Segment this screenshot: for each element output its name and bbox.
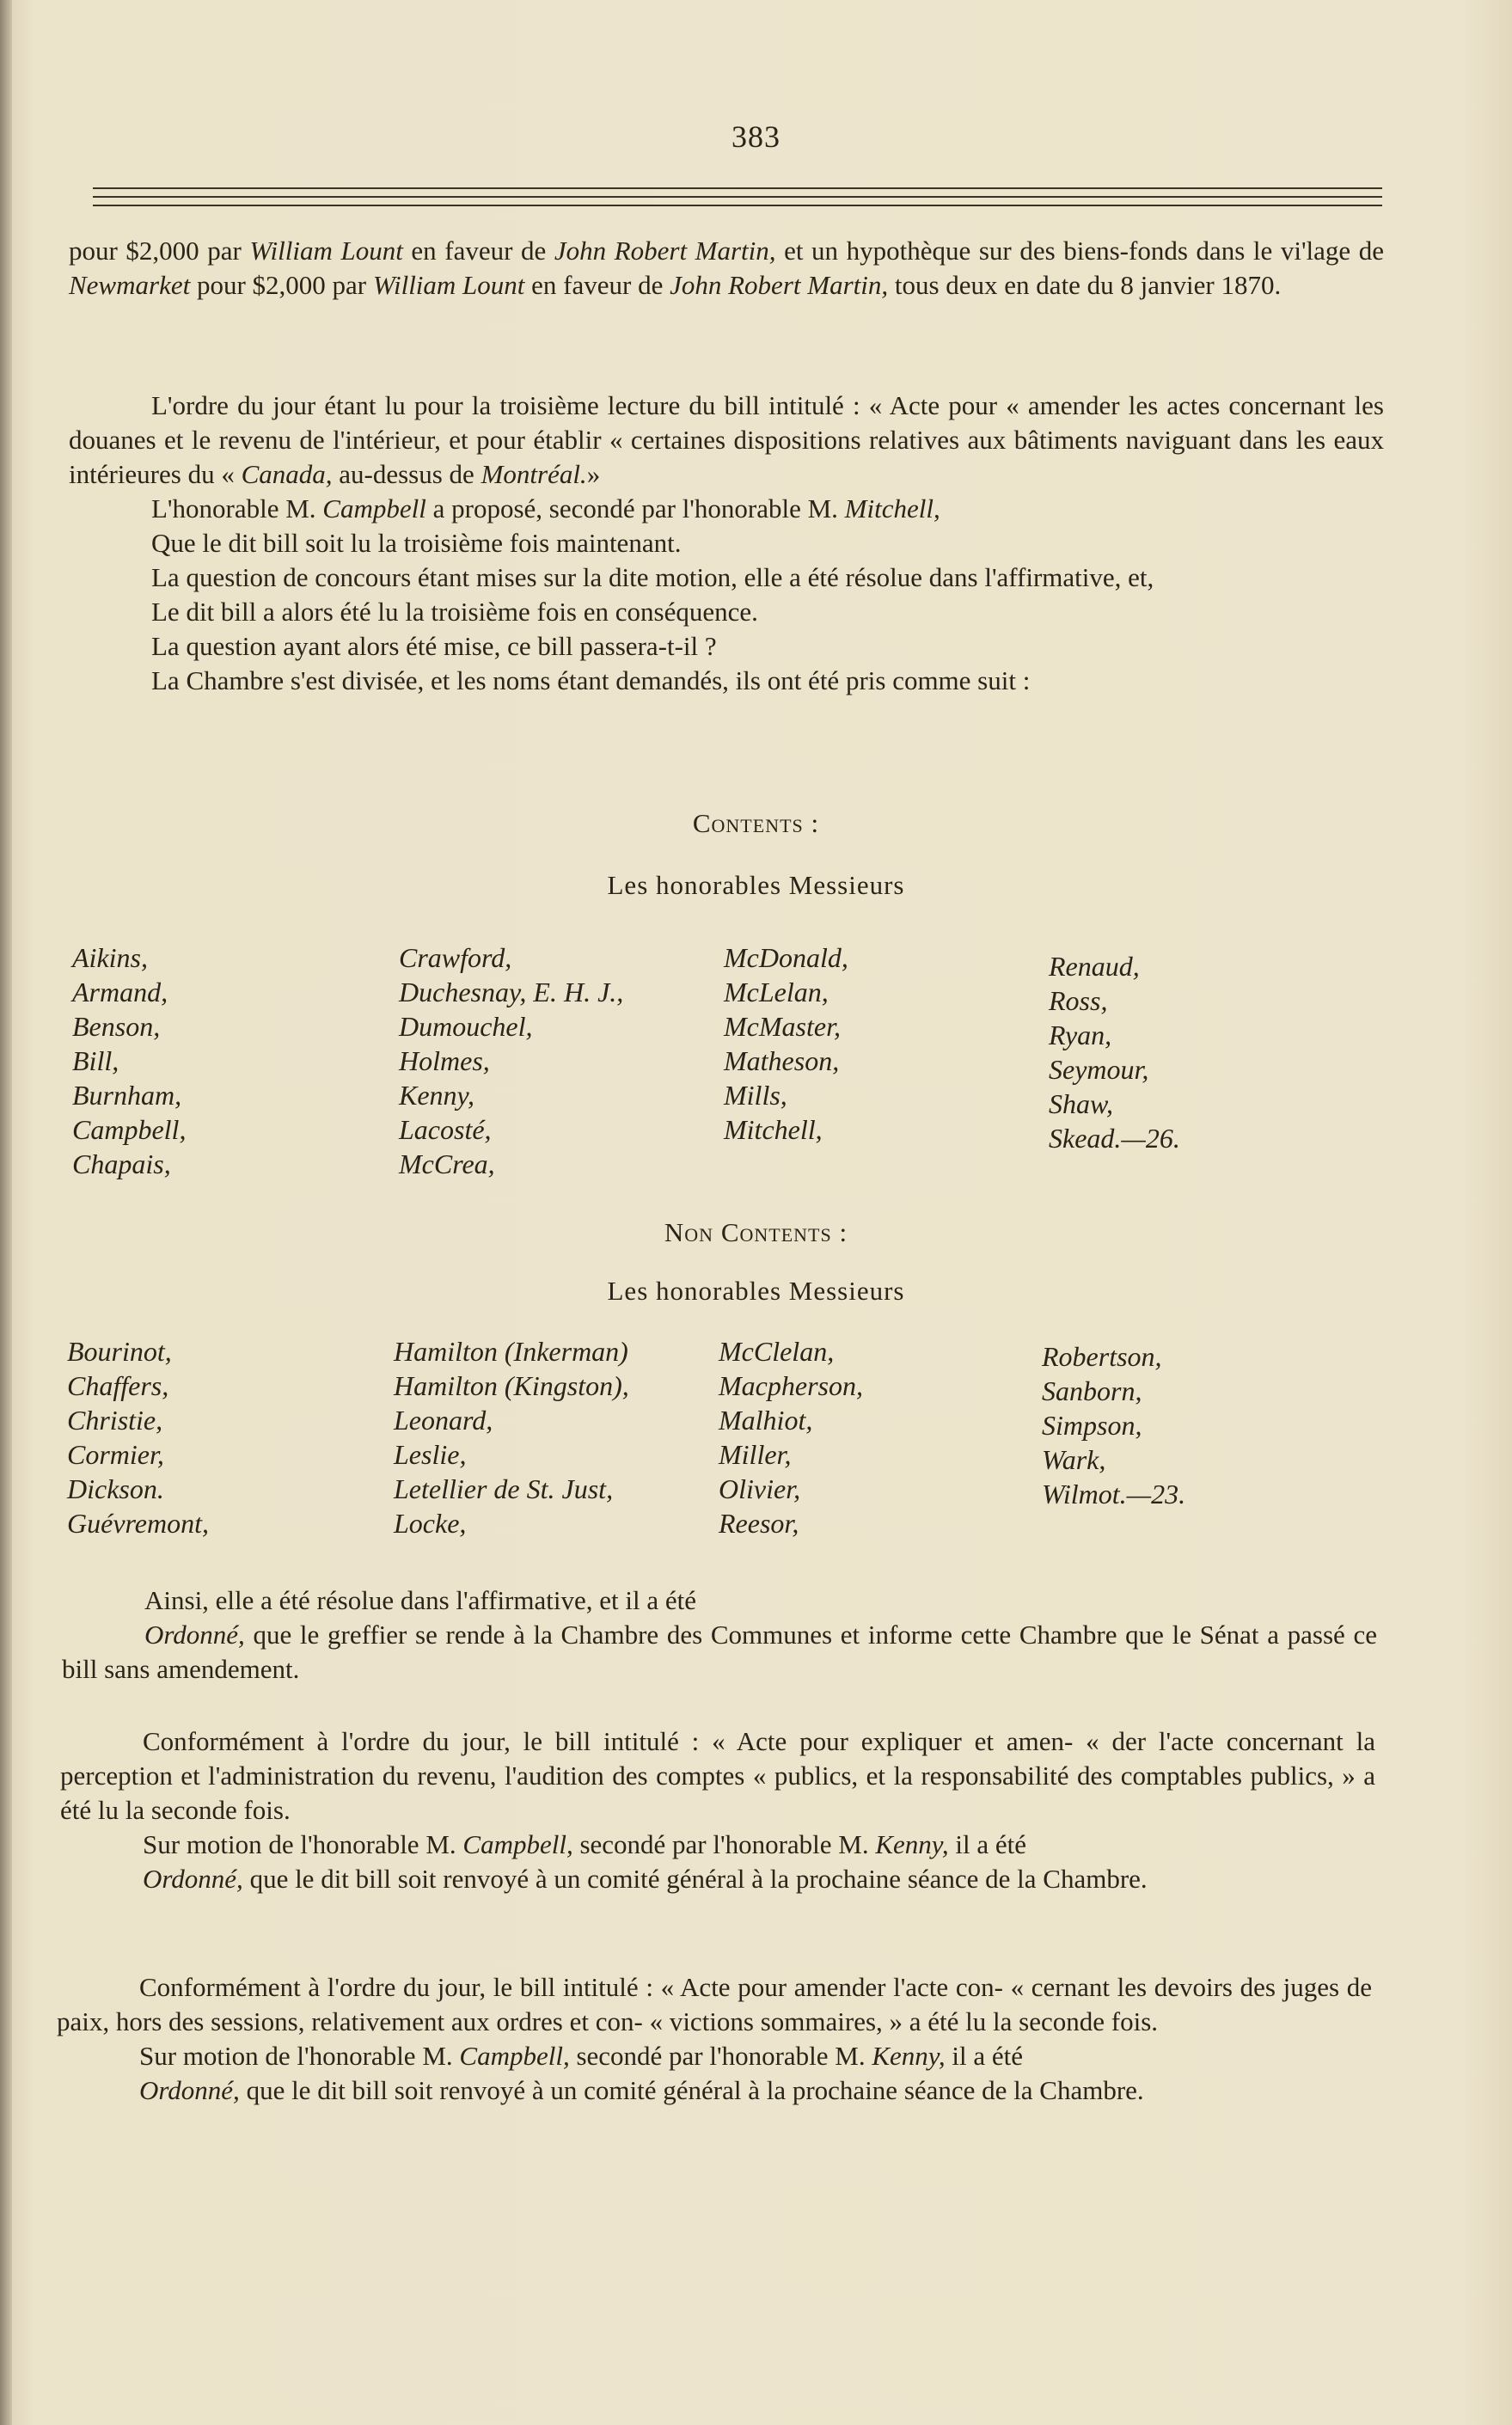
name-entry: Armand, [72, 977, 168, 1007]
name-entry: Chapais, [72, 1148, 171, 1179]
contents-column-3 [724, 940, 848, 1147]
name-entry: Cormier, [67, 1439, 164, 1470]
name-entry: Locke, [394, 1508, 467, 1539]
non-contents-column-2 [394, 1334, 629, 1540]
name-entry: Miller, [719, 1439, 792, 1470]
name-entry: Hamilton (Inkerman) [394, 1336, 628, 1367]
binding-edge [0, 0, 12, 2425]
name-entry: Ross, [1049, 985, 1108, 1016]
name-entry: Campbell, [72, 1114, 187, 1145]
name-entry: Robertson, [1042, 1341, 1162, 1372]
contents-subheading: Les honorables Messieurs [607, 870, 905, 900]
name-entry: Simpson, [1042, 1410, 1142, 1441]
name-entry: Mitchell, [724, 1114, 823, 1145]
contents-column-2 [399, 940, 623, 1181]
name-entry: Kenny, [399, 1080, 474, 1111]
name-entry: Shaw, [1049, 1088, 1113, 1119]
header-rule [93, 187, 1382, 189]
paragraph-second-reading-justices: Conformément à l'ordre du jour, le bill intitulé : « Acte pour amender l'acte con- « cernant les devoirs des juges de paix, hors des sessions, relativement aux ordres et con- « victions sommaires, » a été lu la seconde fois. Sur motion de l'honorable M. Campbell, secondé par l'honorable M. Kenny, il a été Ordonné, que le dit bill soit renvoyé à un comité général à la prochaine séance de la Chambre. [57, 1972, 1372, 2105]
contents-column-1 [72, 940, 186, 1181]
contents-heading: Contents : [692, 808, 820, 838]
name-entry: Dickson. [67, 1473, 164, 1504]
non-contents-column-3 [719, 1334, 863, 1540]
name-entry: Macpherson, [719, 1370, 863, 1401]
name-entry: Renaud, [1049, 951, 1140, 982]
name-entry: Holmes, [399, 1045, 490, 1076]
page-number: 383 [732, 119, 780, 154]
name-entry: Burnham, [72, 1080, 182, 1111]
name-entry: McLelan, [724, 977, 829, 1007]
name-entry: Ryan, [1049, 1020, 1112, 1050]
name-entry: Letellier de St. Just, [394, 1473, 614, 1504]
name-entry: McDonald, [724, 942, 848, 973]
paragraph-second-reading-revenue: Conformément à l'ordre du jour, le bill intitulé : « Acte pour expliquer et amen- « der l'acte concernant la perception et l'administration du revenu, l'audition des comptes « publics, et la responsabilité des comptables publics, » a été lu la seconde fois. Sur motion de l'honorable M. Campbell, secondé par l'honorable M. Kenny, il a été Ordonné, que le dit bill soit renvoyé à un comité général à la prochaine séance de la Chambre. [60, 1726, 1375, 1894]
name-entry: McMaster, [724, 1011, 841, 1042]
contents-column-4 [1049, 949, 1180, 1155]
name-entry: Dumouchel, [399, 1011, 533, 1042]
name-entry: Bourinot, [67, 1336, 172, 1367]
name-entry: McClelan, [719, 1336, 835, 1367]
name-entry: Seymour, [1049, 1054, 1149, 1085]
non-contents-heading: Non Contents : [664, 1217, 848, 1247]
name-entry: McCrea, [399, 1148, 495, 1179]
name-entry: Crawford, [399, 942, 512, 973]
non-contents-subheading: Les honorables Messieurs [607, 1276, 905, 1306]
name-entry: Mills, [724, 1080, 787, 1111]
name-entry: Reesor, [719, 1508, 799, 1539]
name-entry: Leonard, [394, 1405, 493, 1436]
name-entry: Wark, [1042, 1444, 1106, 1475]
name-entry: Malhiot, [719, 1405, 813, 1436]
name-entry: Matheson, [724, 1045, 840, 1076]
name-entry: Leslie, [394, 1439, 467, 1470]
paragraph-resolution: Ainsi, elle a été résolue dans l'affirmative, et il a été Ordonné, que le greffier se rende à la Chambre des Communes et informe cette Chambre que le Sénat a passé ce bill sans amendement. [62, 1585, 1377, 1684]
name-entry: Christie, [67, 1405, 163, 1436]
non-contents-column-1 [67, 1334, 209, 1540]
name-entry: Bill, [72, 1045, 119, 1076]
name-entry: Skead.—26. [1049, 1123, 1180, 1154]
name-entry: Chaffers, [67, 1370, 169, 1401]
header-rule [93, 205, 1382, 206]
name-entry: Aikins, [72, 942, 148, 973]
name-entry: Sanborn, [1042, 1375, 1142, 1406]
paragraph-mortgage: pour $2,000 par William Lount en faveur de John Robert Martin, et un hypothèque sur des biens-fonds dans le vi'lage de Newmarket pour $2,000 par William Lount en faveur de John Robert Martin, tous deux en date du 8 janvier 1870. [69, 236, 1385, 300]
paragraph-third-reading: L'ordre du jour étant lu pour la troisième lecture du bill intitulé : « Acte pour « amender les actes concernant les douanes et le revenu de l'intérieur, et pour établir « certaines dispositions relatives aux bâtiments naviguant dans les eaux intérieures du « Canada, au-dessus de Montréal.» L'honorable M. Campbell a proposé, secondé par l'honorable M. Mitchell, Que le dit bill soit lu la troisième fois maintenant. La question de concours étant mises sur la dite motion, elle a été résolue dans l'affirmative, et, Le dit bill a alors été lu la troisième fois en conséquence. La question ayant alors été mise, ce bill passera-t-il ? La Chambre s'est divisée, et les noms étant demandés, ils ont été pris comme suit : [69, 390, 1384, 695]
name-entry: Guévremont, [67, 1508, 209, 1539]
name-entry: Wilmot.—23. [1042, 1479, 1186, 1510]
name-entry: Olivier, [719, 1473, 801, 1504]
non-contents-column-4 [1042, 1339, 1185, 1511]
name-entry: Lacosté, [399, 1114, 492, 1145]
name-entry: Duchesnay, E. H. J., [399, 977, 624, 1007]
header-rule [93, 196, 1382, 198]
name-entry: Hamilton (Kingston), [394, 1370, 629, 1401]
name-entry: Benson, [72, 1011, 161, 1042]
